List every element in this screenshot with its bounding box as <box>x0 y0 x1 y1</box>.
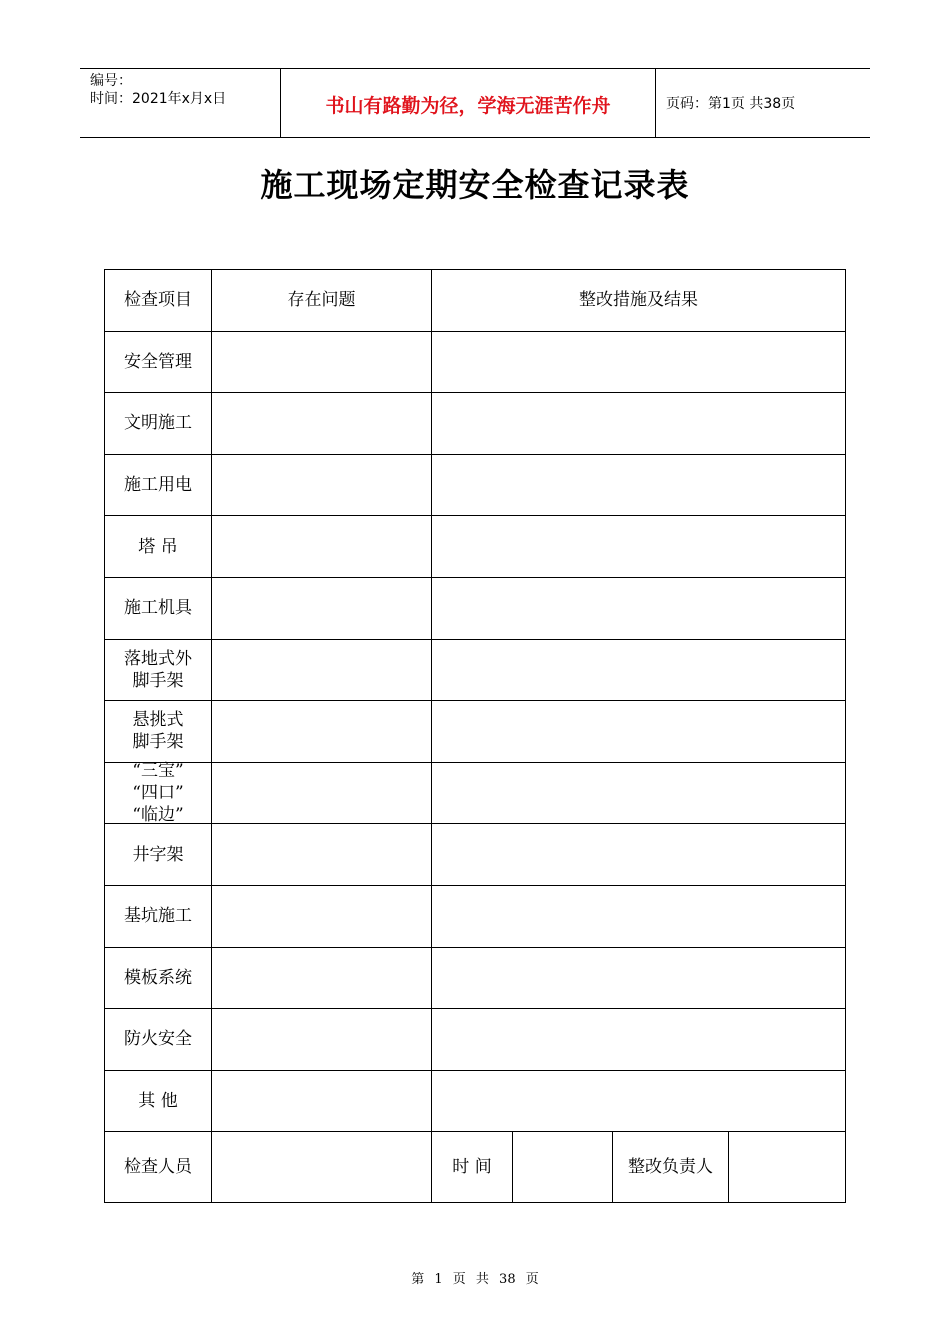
page-code: 页码：第1页 共38页 <box>666 96 796 112</box>
table-row-label: 防火安全 <box>105 1009 212 1071</box>
problem-cell <box>212 516 432 578</box>
table-row-label: 塔 吊 <box>105 516 212 578</box>
table-row-label: 基坑施工 <box>105 886 212 948</box>
time-label: 时 间 <box>432 1132 513 1202</box>
result-cell <box>432 1009 845 1071</box>
problem-cell <box>212 1009 432 1071</box>
date-label: 时间：2021年x月x日 <box>90 91 227 107</box>
problem-cell <box>212 578 432 640</box>
problem-cell <box>212 1071 432 1133</box>
table-row-label: “三宝” “四口” “临边” <box>105 763 212 825</box>
result-cell <box>432 1071 845 1133</box>
problem-cell <box>212 948 432 1010</box>
table-row-label: 施工用电 <box>105 455 212 517</box>
problem-cell <box>212 455 432 517</box>
table-header-cell: 检查项目 <box>105 270 212 332</box>
header-meta-cell <box>80 69 280 137</box>
result-cell <box>432 886 845 948</box>
table-row-label: 井字架 <box>105 824 212 886</box>
result-cell <box>432 948 845 1010</box>
time-value <box>513 1132 613 1202</box>
table-row-label: 模板系统 <box>105 948 212 1010</box>
table-row-label: 安全管理 <box>105 332 212 394</box>
result-cell <box>432 393 845 455</box>
page-header <box>80 68 870 138</box>
number-label: 编号： <box>90 73 132 89</box>
page-footer: 第 1 页 共 38 页 <box>411 1272 539 1287</box>
problem-cell <box>212 824 432 886</box>
problem-cell <box>212 763 432 825</box>
table-row-label: 落地式外 脚手架 <box>105 640 212 702</box>
responsible-label: 整改负责人 <box>613 1132 729 1202</box>
result-cell <box>432 701 845 763</box>
inspection-table <box>104 269 846 1203</box>
table-row-label: 施工机具 <box>105 578 212 640</box>
header-page-cell <box>656 69 870 137</box>
table-row-label: 文明施工 <box>105 393 212 455</box>
problem-cell <box>212 701 432 763</box>
table-header-cell: 存在问题 <box>212 270 432 332</box>
result-cell <box>432 640 845 702</box>
result-cell <box>432 332 845 394</box>
problem-cell <box>212 640 432 702</box>
inspector-value <box>212 1132 432 1202</box>
motto-text: 书山有路勤为径，学海无涯苦作舟 <box>325 95 611 117</box>
inspector-label: 检查人员 <box>105 1132 212 1202</box>
table-row-label: 其 他 <box>105 1071 212 1133</box>
result-cell <box>432 824 845 886</box>
result-cell <box>432 763 845 825</box>
result-cell <box>432 578 845 640</box>
result-cell <box>432 516 845 578</box>
header-motto-cell <box>280 69 656 137</box>
problem-cell <box>212 332 432 394</box>
document-title: 施工现场定期安全检查记录表 <box>260 166 690 204</box>
result-cell <box>432 455 845 517</box>
table-header-cell: 整改措施及结果 <box>432 270 845 332</box>
responsible-value <box>729 1132 845 1202</box>
problem-cell <box>212 393 432 455</box>
problem-cell <box>212 886 432 948</box>
table-row-label: 悬挑式 脚手架 <box>105 701 212 763</box>
